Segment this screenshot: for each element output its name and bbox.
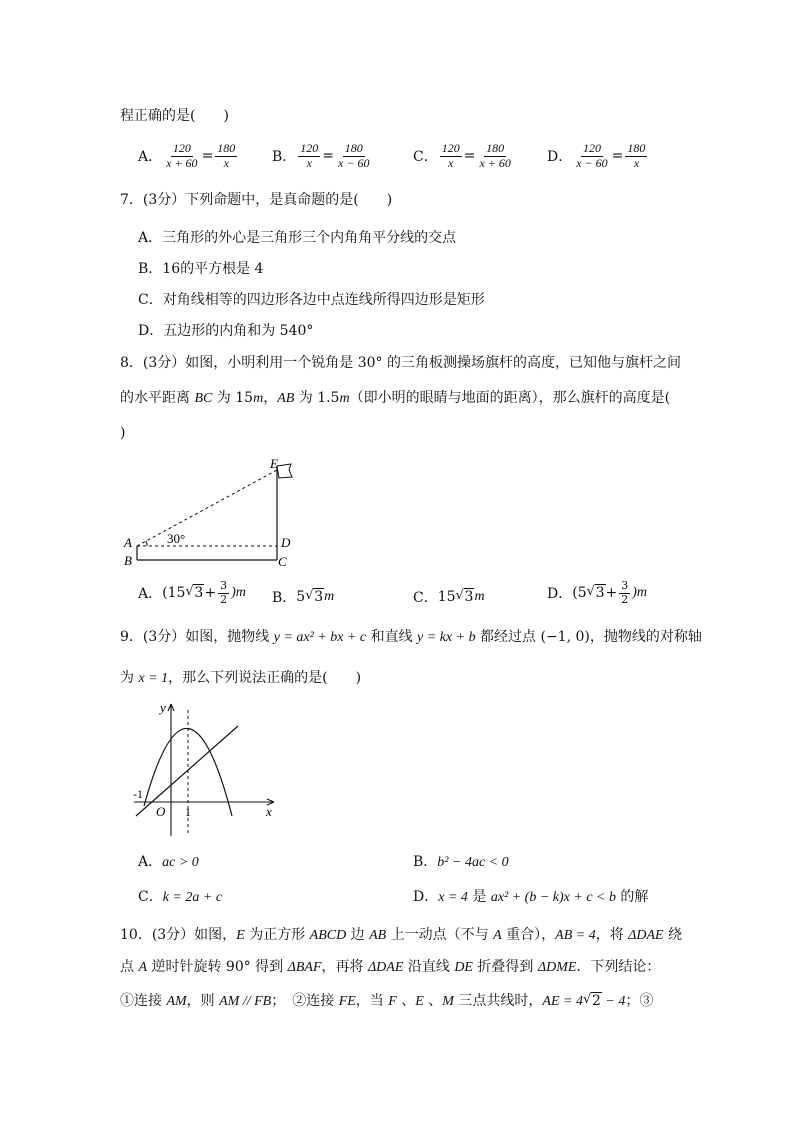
label-x: x <box>266 804 272 819</box>
label-one: 1 <box>185 805 191 819</box>
sight-line <box>137 470 277 546</box>
q6-option-a[interactable]: A． $\frac{120}{x + 60}$ = $\frac{180}{x}$ <box>138 141 236 170</box>
q6-stem-tail: 程正确的是( ) <box>120 108 229 124</box>
label-c: C <box>278 554 287 569</box>
fraction: $\frac{180}{x}$ <box>217 141 236 170</box>
q7-option-b[interactable]: B．16的平方根是 4 <box>138 261 264 277</box>
q8-stem-line1: 8．(3分）如图，小明利用一个锐角是 30° 的三角板测操场旗杆的高度，已知他与旗杆之间 <box>120 355 681 371</box>
q9-figure <box>128 696 288 842</box>
q10-stem-line1: 10．(3分）如图，E 为正方形 ABCD 边 AB 上一动点（不与 A 重合），AB = 4，将 ΔDAE 绕 <box>120 927 683 943</box>
sqrt: √ 2 <box>583 994 602 1008</box>
sqrt: √ 3 <box>305 589 324 605</box>
q7-option-a[interactable]: A．三角形的外心是三角形三个内角角平分线的交点 <box>138 230 457 246</box>
q8-option-d[interactable]: D． (5 √ 3 + $\frac{3}{2}$ )m <box>547 580 647 606</box>
fraction: $\frac{180}{x - 60}$ <box>338 141 370 170</box>
sqrt: √ 3 <box>185 585 204 601</box>
label-a: A <box>124 535 132 550</box>
q8-option-b[interactable]: B． 5 √ 3 m <box>272 587 334 607</box>
fraction: $\frac{180}{x}$ <box>627 141 646 170</box>
q9-option-b[interactable]: B．b² − 4ac < 0 <box>413 854 509 870</box>
sqrt: √ 3 <box>456 589 475 605</box>
sqrt: √ 3 <box>587 585 606 601</box>
q7-option-c[interactable]: C．对角线相等的四边形各边中点连线所得四边形是矩形 <box>138 292 485 308</box>
fraction: $\frac{120}{x - 60}$ <box>576 141 608 170</box>
q10-stem-line3: ①连接 AM，则 AM // FB； ②连接 FE，当 F 、E 、M 三点共线时，AE = 4√ 2 − 4；③ <box>120 994 653 1009</box>
fraction: $\frac{3}{2}$ <box>621 579 629 606</box>
fraction: $\frac{120}{x}$ <box>441 141 460 170</box>
q6-option-b[interactable]: B． $\frac{120}{x}$ = $\frac{180}{x - 60}$ <box>272 141 370 170</box>
label-d: D <box>281 535 291 550</box>
fraction: $\frac{120}{x}$ <box>300 141 319 170</box>
q8-stem-line2: 的水平距离 BC 为 15m，AB 为 1.5m（即小明的眼睛与地面的距离），那么旗杆的高度是( <box>120 390 671 406</box>
q9-option-a[interactable]: A．ac > 0 <box>138 854 199 870</box>
q8-option-c[interactable]: C． 15 √ 3 m <box>413 587 485 607</box>
q7-option-d[interactable]: D．五边形的内角和为 540° <box>138 323 314 339</box>
q10-stem-line2: 点 A 逆时针旋转 90° 得到 ΔBAF，再将 ΔDAE 沿直线 DE 折叠得到 ΔDME．下列结论： <box>120 959 661 975</box>
label-b: B <box>124 553 132 568</box>
q9-option-c[interactable]: C．k = 2a + c <box>138 889 223 905</box>
q8-figure <box>115 452 305 572</box>
label-neg1: -1 <box>133 787 143 801</box>
q9-option-d[interactable]: D．x = 4 是 ax² + (b − k)x + c < b 的解 <box>413 889 649 905</box>
q6-option-d[interactable]: D． $\frac{120}{x - 60}$ = $\frac{180}{x}$ <box>547 141 646 170</box>
q8-stem-line3: ) <box>120 425 126 441</box>
angle-arc <box>146 541 147 546</box>
label-y: y <box>160 700 166 715</box>
q9-stem-line1: 9．(3分）如图，抛物线 y = ax² + bx + c 和直线 y = kx + b 都经过点 (−1, 0)，抛物线的对称轴 <box>120 629 702 645</box>
fraction: $\frac{120}{x + 60}$ <box>166 141 198 170</box>
fraction: $\frac{3}{2}$ <box>220 579 228 606</box>
label-o: O <box>156 804 166 819</box>
label-e: E <box>270 456 278 471</box>
q8-option-a[interactable]: A． (15 √ 3 + $\frac{3}{2}$ )m <box>138 580 246 606</box>
q6-option-c[interactable]: C． $\frac{120}{x}$ = $\frac{180}{x + 60}$ <box>413 141 511 170</box>
flag-icon <box>277 464 292 478</box>
label-angle: 30° <box>167 531 186 546</box>
q7-stem: 7．(3分）下列命题中，是真命题的是( ) <box>120 192 393 208</box>
fraction: $\frac{180}{x + 60}$ <box>479 141 511 170</box>
q9-stem-line2: 为 x = 1，那么下列说法正确的是( ) <box>120 670 362 686</box>
